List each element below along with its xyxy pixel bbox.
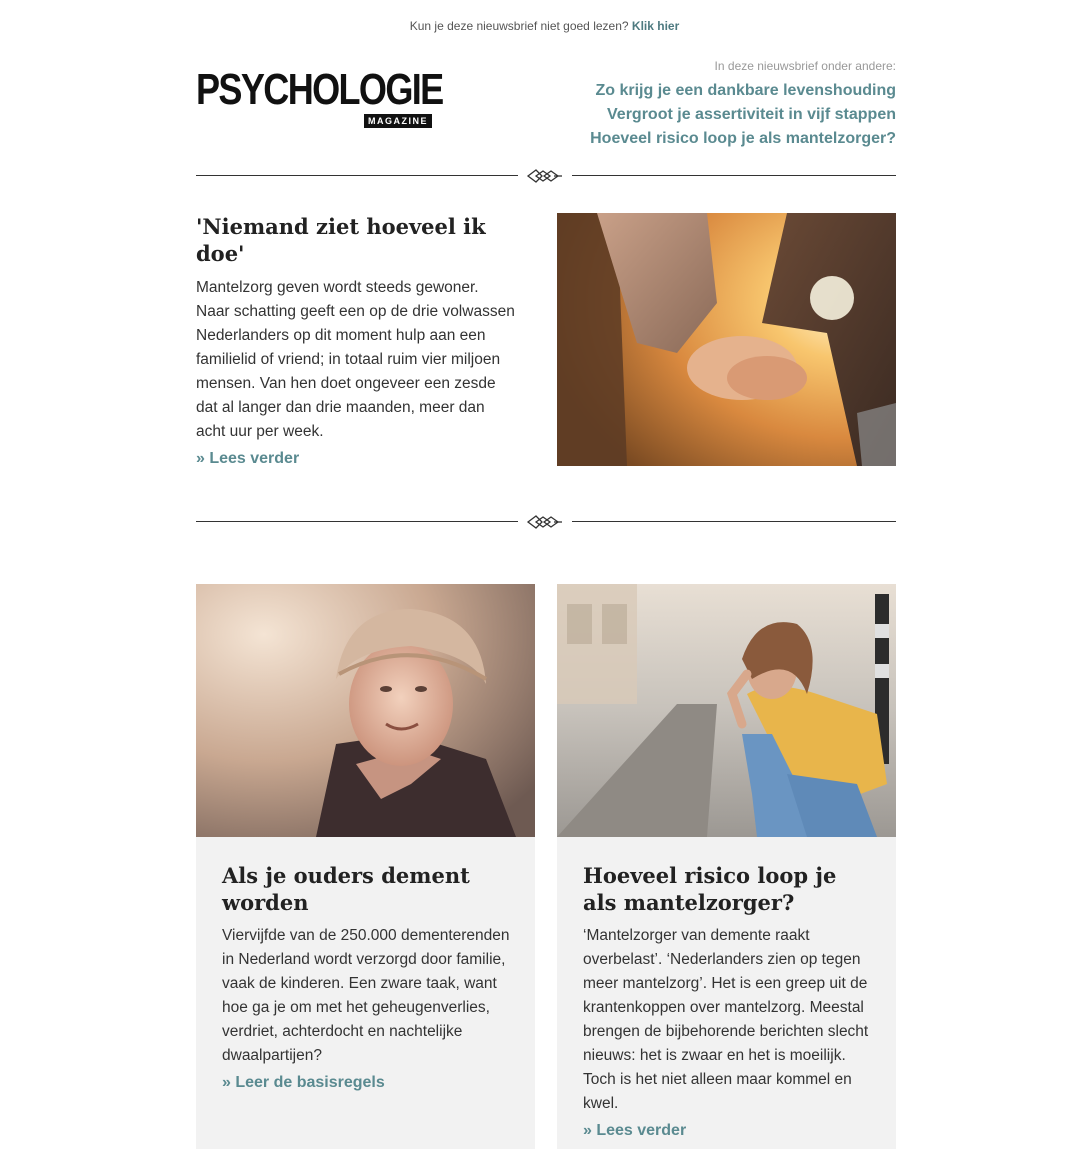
toc-link-caregiver-risk[interactable]: Hoeveel risico loop je als mantelzorger? xyxy=(590,130,896,147)
preheader-text: Kun je deze nieuwsbrief niet goed lezen? xyxy=(409,19,629,33)
card-body xyxy=(583,862,873,1140)
card-body-text: ‘Mantelzorger van demente raakt overbelast’. ‘Nederlanders zien op tegen meer mantelzorg’. Het is een greep uit de krantenkoppen over mantelzorg. Meestal brengen de bijbehorende berichten slecht nieuws: het is zwaar en het is moeilijk. Toch is het niet alleen maar kommel en kwel. xyxy=(583,927,869,1112)
elderly-woman-photo[interactable] xyxy=(196,584,535,837)
article-card xyxy=(557,584,896,1149)
card-body xyxy=(222,862,512,1092)
section-divider xyxy=(196,166,896,186)
feature-title[interactable]: 'Niemand ziet hoeveel ik doe' xyxy=(196,214,486,266)
toc-intro: In deze nieuwsbrief onder andere: xyxy=(714,59,896,73)
view-online-link[interactable]: Klik hier xyxy=(631,19,680,33)
card-title[interactable]: Als je ouders dement worden xyxy=(222,863,470,915)
toc-link-assertiveness[interactable]: Vergroot je assertiviteit in vijf stappen xyxy=(607,106,896,123)
ornament-icon xyxy=(526,168,564,184)
sad-woman-street-photo[interactable] xyxy=(557,584,896,837)
card-read-more-link[interactable]: » Lees verder xyxy=(583,1122,687,1139)
ornament-icon xyxy=(526,514,564,530)
card-title[interactable]: Hoeveel risico loop je als mantelzorger? xyxy=(583,863,837,915)
feature-article xyxy=(196,213,896,466)
section-divider xyxy=(196,512,896,532)
preheader xyxy=(0,19,1089,33)
card-body-text: Viervijfde van de 250.000 dementerenden in Nederland wordt verzorgd door familie, vaak de kinderen. Een zware taak, want hoe ga je om met het geheugenverlies, verdriet, achterdocht en nachtelijke dwaalpartijen? xyxy=(222,927,510,1064)
newsletter-contents xyxy=(590,58,896,151)
psychologie-magazine-logo[interactable] xyxy=(196,62,443,132)
feature-read-more-link[interactable]: » Lees verder xyxy=(196,450,300,467)
logo-wordmark: PSYCHOLOGIE xyxy=(196,65,443,114)
card-read-more-link[interactable]: » Leer de basisregels xyxy=(222,1074,385,1091)
holding-hands-photo[interactable] xyxy=(557,213,896,466)
feature-body: Mantelzorg geven wordt steeds gewoner. Naar schatting geeft een op de drie volwassen Nederlanders op dit moment hulp aan een familielid of vriend; in totaal ruim vier miljoen mensen. Van hen doet ongeveer een zesde dat al langer dan drie maanden, meer dan acht uur per week. xyxy=(196,279,515,440)
feature-text xyxy=(196,213,516,468)
toc-link-gratitude[interactable]: Zo krijg je een dankbare levenshouding xyxy=(595,82,896,99)
article-card xyxy=(196,584,535,1149)
logo-subtitle: MAGAZINE xyxy=(364,114,432,128)
